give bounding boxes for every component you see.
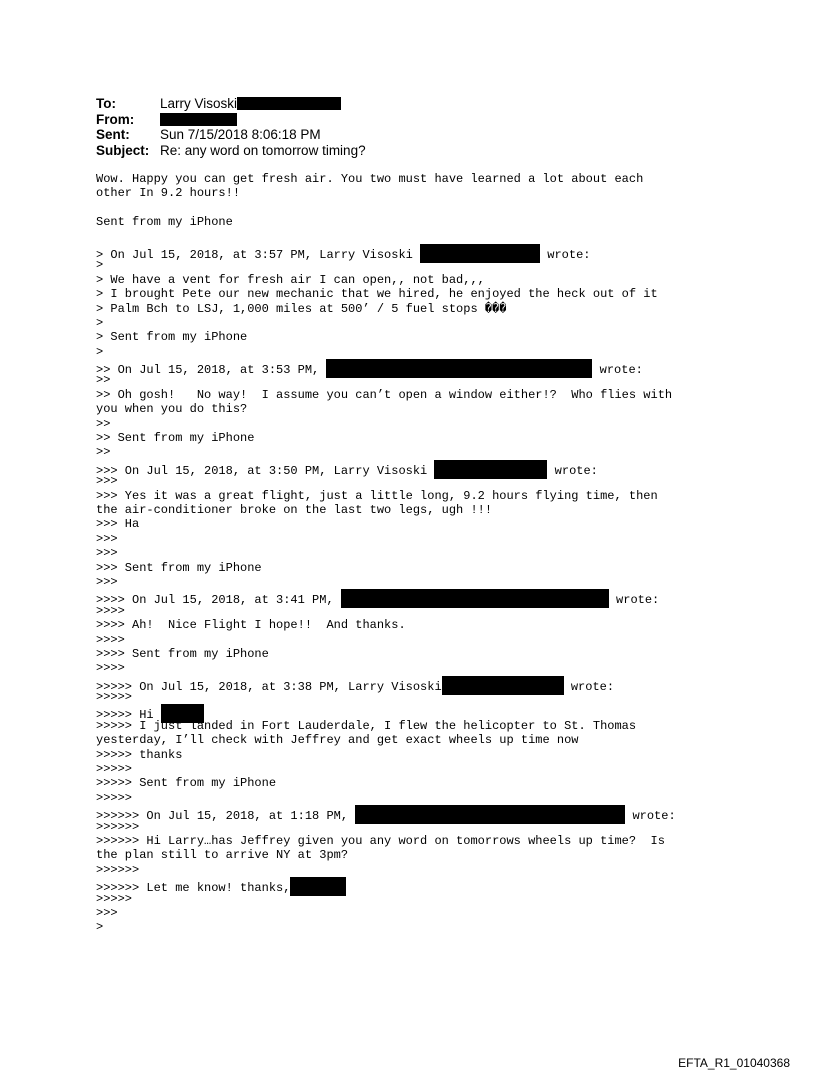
quote-line: >>>>> I just landed in Fort Lauderdale, I flew the helicopter to St. Thomas — [96, 718, 637, 733]
quote-header-suffix: wrote: — [563, 679, 615, 694]
quote-line: >>> — [96, 574, 118, 589]
from-label: From: — [96, 111, 135, 127]
quote-line: > Palm Bch to LSJ, 1,000 miles at 500’ / 5 fuel stops ��� — [96, 301, 507, 316]
quote-header-line — [96, 805, 676, 824]
quote-header-suffix: wrote: — [608, 593, 660, 608]
quote-line: you when you do this? — [96, 402, 248, 417]
from-value — [160, 112, 237, 128]
quote-line: >>> — [96, 474, 118, 489]
quote-line: >> — [96, 445, 111, 460]
quote-line: the plan still to arrive NY at 3pm? — [96, 848, 349, 863]
quote-header-text: >>> On Jul 15, 2018, at 3:50 PM, Larry Visoski — [96, 463, 435, 478]
greeting-line — [96, 704, 676, 723]
closing-line — [96, 877, 676, 896]
body-line: Wow. Happy you can get fresh air. You two must have learned a lot about each — [96, 172, 644, 186]
quote-line: >>>>> thanks — [96, 747, 183, 762]
closing-text: >>>>>> Let me know! thanks, — [96, 881, 291, 896]
quote-line: >>>>> — [96, 790, 133, 805]
quote-line: yesterday, I’ll check with Jeffrey and get exact wheels up time now — [96, 733, 579, 748]
quote-line: >>>>> — [96, 690, 133, 705]
sent-label: Sent: — [96, 127, 130, 142]
quote-line: > — [96, 315, 104, 330]
quote-line: >>>>>> Hi Larry…has Jeffrey given you any word on tomorrows wheels up time? Is — [96, 833, 665, 848]
quote-line: > I brought Pete our new mechanic that we hired, he enjoyed the heck out of it — [96, 287, 658, 302]
quote-line: >> Oh gosh! No way! I assume you can’t open a window either!? Who flies with — [96, 387, 673, 402]
email-body — [96, 172, 676, 935]
quote-header-suffix: wrote: — [625, 809, 676, 824]
quote-header-line — [96, 676, 676, 694]
quote-line: >>> Yes it was a great flight, just a little long, 9.2 hours flying time, then — [96, 488, 658, 503]
greeting-text: >>>>> Hi — [96, 708, 161, 723]
quote-line: > — [96, 258, 104, 273]
quote-line: >> — [96, 373, 111, 388]
quote-header-suffix: wrote: — [547, 463, 598, 478]
quote-line: >>>>> — [96, 891, 133, 906]
quote-line: >> Sent from my iPhone — [96, 431, 255, 446]
blank-line — [96, 201, 676, 215]
to-name: Larry Visoski — [160, 96, 238, 111]
document-id: EFTA_R1_01040368 — [678, 1056, 790, 1070]
redaction-box — [237, 97, 341, 110]
quote-line: >>> — [96, 905, 118, 920]
blank-line — [96, 230, 676, 244]
quote-header-text: >> On Jul 15, 2018, at 3:53 PM, — [96, 363, 327, 378]
quote-line: > Sent from my iPhone — [96, 330, 248, 345]
quote-header-text: >>>>> On Jul 15, 2018, at 3:38 PM, Larry Visoski — [96, 679, 442, 694]
subject-value: Re: any word on tomorrow timing? — [160, 142, 366, 158]
quote-header-text: >>>> On Jul 15, 2018, at 3:41 PM, — [96, 593, 341, 608]
quote-line: >>>> — [96, 632, 125, 647]
quote-line: >>> — [96, 531, 118, 546]
quote-line: >>>> — [96, 603, 125, 618]
quote-line: > We have a vent for fresh air I can open,, not bad,,, — [96, 272, 485, 287]
quote-header-suffix: wrote: — [592, 363, 643, 378]
quote-header-text: > On Jul 15, 2018, at 3:57 PM, Larry Visoski — [96, 247, 421, 262]
quote-line: >>>>>> — [96, 819, 140, 834]
quote-line: >>>>>> — [96, 862, 140, 877]
quote-line: >>>> Ah! Nice Flight I hope!! And thanks. — [96, 618, 406, 633]
sent-value: Sun 7/15/2018 8:06:18 PM — [160, 127, 321, 142]
quote-line: >>>> — [96, 661, 125, 676]
quote-header-line — [96, 359, 676, 378]
quote-header-suffix: wrote: — [540, 247, 591, 262]
quote-header-line — [96, 589, 676, 608]
quote-line: >>>>> — [96, 762, 133, 777]
quote-line: >> — [96, 416, 111, 431]
quote-line: >>>>> Sent from my iPhone — [96, 776, 277, 791]
quote-line: > — [96, 920, 104, 935]
subject-label: Subject: — [96, 142, 150, 158]
quote-header-line — [96, 244, 676, 262]
redaction-box — [160, 113, 237, 126]
quote-line: > — [96, 344, 104, 359]
quote-line: >>> Sent from my iPhone — [96, 560, 262, 575]
to-value — [160, 96, 341, 112]
to-label: To: — [96, 96, 116, 111]
quote-line: >>> — [96, 546, 118, 561]
quote-header-text: >>>>>> On Jul 15, 2018, at 1:18 PM, — [96, 809, 356, 824]
quote-line: the air-conditioner broke on the last two legs, ugh !!! — [96, 502, 493, 517]
quote-line: >>>> Sent from my iPhone — [96, 646, 269, 661]
quote-line: >>> Ha — [96, 517, 140, 532]
body-line: other In 9.2 hours!! — [96, 186, 241, 201]
signature-line: Sent from my iPhone — [96, 215, 233, 230]
quote-header-line — [96, 460, 676, 478]
